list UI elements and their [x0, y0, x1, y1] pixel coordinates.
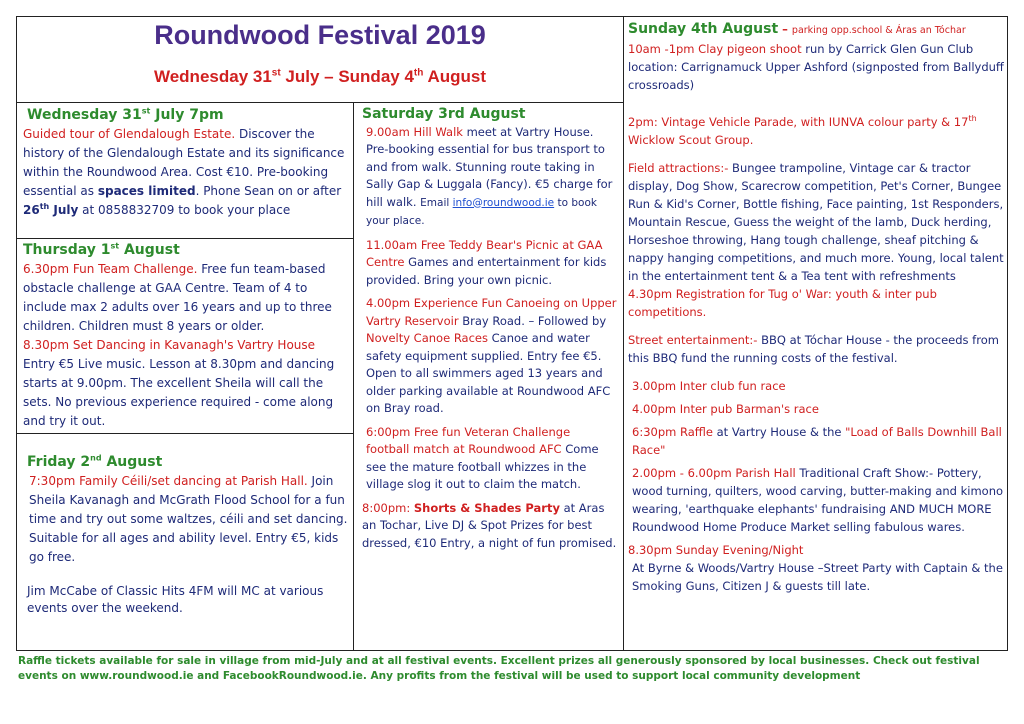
saturday-football: 6:00pm Free fun Veteran Challenge football match at Roundwood AFC Come see the mature football whizzes in the village slog it out to claim the match.: [366, 424, 599, 491]
friday-mc-note: Jim McCabe of Classic Hits 4FM will MC at various events over the weekend.: [27, 584, 324, 615]
saturday-picnic: 11.00am Free Teddy Bear's Picnic at GAA Centre Games and entertainment for kids provided. Bring your own picnic.: [366, 237, 607, 287]
email-link[interactable]: info@roundwood.ie: [452, 196, 555, 209]
sunday-street: Street entertainment:- BBQ at Tóchar House - the proceeds from this BBQ fund the running costs of the festival.: [628, 332, 999, 365]
sunday-raffle: 6:30pm Raffle at Vartry House & the "Load of Balls Downhill Ball Race": [632, 424, 1002, 457]
thursday-challenge: 6.30pm Fun Team Challenge. Free fun team-based obstacle challenge at GAA Centre. Team of 4 to include max 2 adults over 16 years and up to three children. Children must 8 years or older.: [23, 262, 332, 333]
divider-wed: [16, 238, 353, 239]
sunday-field-attractions: Field attractions:- Bungee trampoline, Vintage car & tractor display, Dog Show, Scarecrow competition, Pet's Corner, Bungee Run & Kid's Corner, Bottle fishing, Face painting, 1st Responders, Mountain Rescue, Guess the weight of the lamb, Duck herding, Horseshoe throwing, Hang tough challenge, sheaf pitching & nappy hanging competitions, and much more. Young, local talent in the entertainment tent & a Tea tent with refreshments: [628, 160, 1004, 283]
wednesday-heading: Wednesday 31st July 7pm: [27, 106, 224, 123]
sunday-craft-show: 2.00pm - 6.00pm Parish Hall Traditional Craft Show:- Pottery, wood turning, quilters, wood carving, butter-making and kimono wearing, 'earthquake elephants' fundraising AND MUCH MORE Roundwood Home Produce Market selling fabulous wares.: [632, 465, 1004, 534]
saturday-party: 8:00pm: Shorts & Shades Party at Aras an Tochar, Live DJ & Spot Prizes for best dressed, €10 Entry, a night of fun promised.: [362, 500, 617, 550]
friday-section: [27, 453, 349, 617]
saturday-heading: Saturday 3rd August: [362, 106, 526, 122]
sunday-parade: 2pm: Vintage Vehicle Parade, with IUNVA colour party & 17th Wicklow Scout Group.: [628, 114, 977, 147]
page-title: Roundwood Festival 2019: [154, 20, 486, 50]
friday-heading: Friday 2nd August: [27, 453, 163, 470]
sunday-clay-shoot: 10am -1pm Clay pigeon shoot run by Carrick Glen Gun Club location: Carrignamuck Upper Ashford (signposted from Ballyduff crossroads): [628, 42, 1004, 92]
sunday-tug-o-war: 4.30pm Registration for Tug o' War: youth & inter pub competitions.: [628, 286, 937, 319]
sunday-evening-heading: 8.30pm Sunday Evening/Night: [628, 542, 804, 557]
divider-thu: [16, 433, 353, 434]
wednesday-section: [23, 106, 350, 226]
sunday-evening-text: At Byrne & Woods/Vartry House –Street Party with Captain & the Smoking Guns, Citizen J & guests till late.: [632, 560, 1003, 593]
divider-right: [623, 16, 624, 651]
footer-note: Raffle tickets available for sale in village from mid-July and at all festival events. Excellent prizes all generously sponsored by local businesses. Check out festival events on www.roundwood.ie and FacebookRoundwood.ie. Any profits from the festival will be used to support local community development: [18, 655, 980, 682]
thursday-heading: Thursday 1st August: [23, 241, 180, 258]
sunday-races: [628, 377, 1004, 536]
sunday-heading: Sunday 4th August – parking opp.school & Áras an Tóchar: [628, 21, 966, 37]
sunday-section: [628, 20, 1004, 595]
divider-title: [16, 102, 623, 103]
friday-description: 7:30pm Family Céili/set dancing at Parish Hall. Join Sheila Kavanagh and McGrath Flood School for a fun time and try out some waltzes, céili and set dancing. Suitable for all ages and ability level. Entry €5, kids go free.: [29, 474, 348, 564]
saturday-section: [362, 106, 617, 552]
saturday-hill-walk: 9.00am Hill Walk meet at Vartry House. Pre-booking essential for bus transport to and from walk. Stunning route taking in Sally Gap & Luggala (Fancy). €5 charge for hill walk. Email info@roundwood.ie to book your place.: [366, 124, 613, 227]
wednesday-description: Guided tour of Glendalough Estate. Discover the history of the Glendalough Estate and its significance within the Roundwood Area. Cost €10. Pre-booking essential as spaces limited. Phone Sean on or after 26th July at 0858832709 to book your place: [23, 127, 345, 217]
thursday-section: [23, 241, 350, 431]
divider-middle: [353, 102, 354, 651]
race-inter-pub: 4.00pm Inter pub Barman's race: [632, 401, 819, 416]
saturday-canoeing: 4.00pm Experience Fun Canoeing on Upper Vartry Reservoir Bray Road. – Followed by Novelty Canoe Races Canoe and water safety equipment supplied. Entry fee €5. Open to all swimmers aged 13 years and older parking available at Roundwood AFC on Bray road.: [366, 296, 617, 415]
race-inter-club: 3.00pm Inter club fun race: [632, 378, 786, 393]
thursday-dancing: 8.30pm Set Dancing in Kavanagh's Vartry House Entry €5 Live music. Lesson at 8.30pm and dancing starts at 9.00pm. The excellent Sheila will call the sets. No previous experience required - come along and try it out.: [23, 338, 335, 428]
page-subtitle: Wednesday 31st July – Sunday 4th August: [153, 67, 487, 86]
